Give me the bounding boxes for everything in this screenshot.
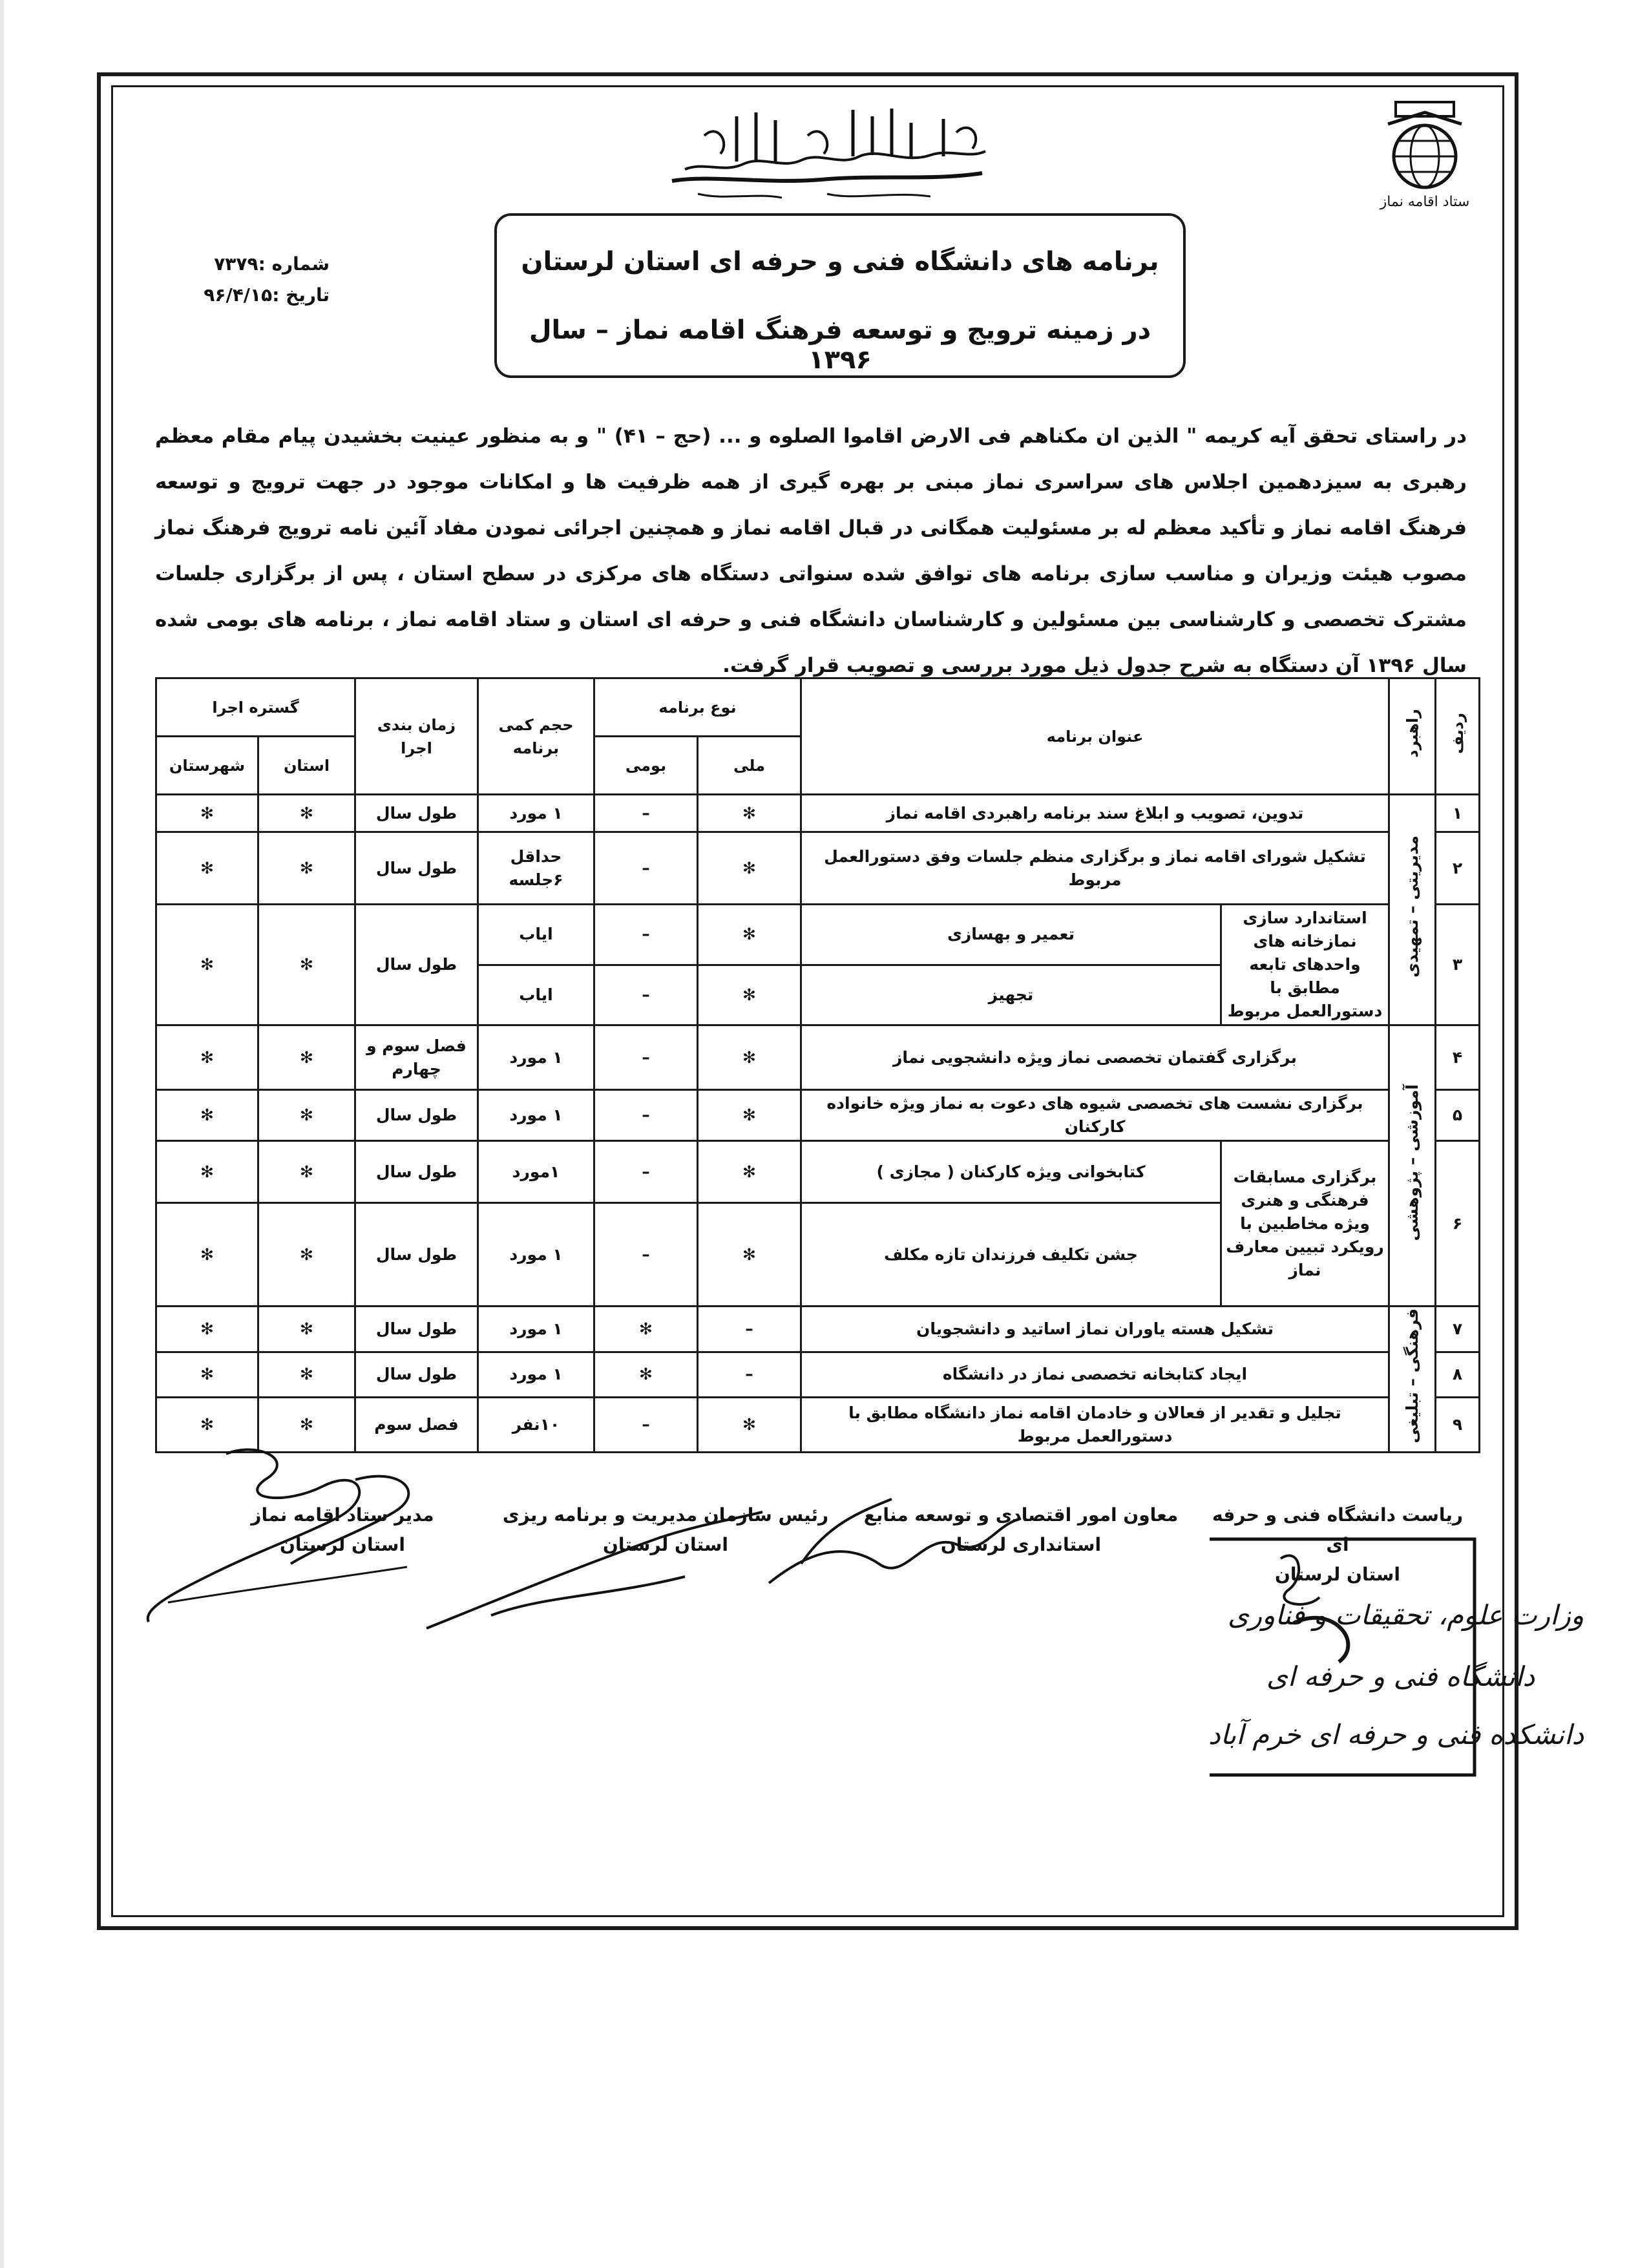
national-mark: ✻	[698, 1090, 801, 1141]
province-mark: ✻	[258, 1398, 355, 1452]
area-management: مدیریتی – تمهیدی	[1389, 795, 1436, 1025]
county-mark: ✻	[156, 795, 258, 832]
signature-university-head: ریاست دانشگاه فنی و حرفه ای استان لرستان	[1212, 1504, 1464, 1585]
number-label: شماره :	[258, 253, 330, 275]
row-subtitle: تعمیر و بهسازی	[801, 905, 1221, 965]
date-row	[162, 280, 330, 311]
province-mark: ✻	[258, 1203, 355, 1307]
stamp-line: دانشکده فنی و حرفه ای خرم آباد	[1208, 1719, 1584, 1750]
area-education: آموزشی – پژوهشی	[1389, 1025, 1436, 1307]
org-logo-caption: ستاد اقامه نماز	[1380, 194, 1470, 210]
header-local: بومی	[594, 737, 698, 795]
row-number: ۹	[1436, 1398, 1480, 1452]
province-mark: ✻	[258, 1307, 355, 1352]
row-volume: ۱ مورد	[478, 795, 594, 832]
row-volume: ۱ مورد	[478, 1352, 594, 1398]
row-number: ۶	[1436, 1141, 1480, 1307]
row-number: ۲	[1436, 832, 1480, 905]
local-mark: –	[594, 1090, 698, 1141]
province-mark: ✻	[258, 795, 355, 832]
row-schedule: طول سال	[355, 1141, 478, 1203]
row-volume: ۱ مورد	[478, 1203, 594, 1307]
row-schedule: طول سال	[355, 905, 478, 1025]
row-schedule: طول سال	[355, 1307, 478, 1352]
row-title: برگزاری گفتمان تخصصی نماز ویژه دانشجویی نماز	[801, 1025, 1389, 1090]
stamp-line: دانشگاه فنی و حرفه ای	[1266, 1661, 1535, 1692]
national-mark: ✻	[698, 1141, 801, 1203]
header-title: عنوان برنامه	[801, 678, 1389, 795]
header-schedule: زمان بندی اجرا	[355, 678, 478, 795]
province-mark: ✻	[258, 1090, 355, 1141]
header-volume: حجم کمی برنامه	[478, 678, 594, 795]
row-title: ایجاد کتابخانه تخصصی نماز در دانشگاه	[801, 1352, 1389, 1398]
row-number: ۷	[1436, 1307, 1480, 1352]
county-mark: ✻	[156, 1141, 258, 1203]
local-mark: –	[594, 832, 698, 905]
local-mark: ✻	[594, 1352, 698, 1398]
row-number: ۳	[1436, 905, 1480, 1025]
table-row	[156, 1352, 1480, 1398]
intro-paragraph: در راستای تحقق آیه کریمه " الذین ان مکناهم فی الارض اقاموا الصلوه و ... (حج – ۴۱) " و به منظور عینیت بخشیدن پیام مقام معظم رهبری به سیزدهمین اجلاس های سراسری نماز مبنی بر بهره گیری از همه ظرفیت ها و امکانات موجود در جهت ترویج و توسعه فرهنگ اقامه نماز و تأکید معظم له بر مسئولیت همگانی در قبال اقامه نماز و همچنین اجرائی نمودن مفاد آئین نامه ترویج فرهنگ نماز مصوب هیئت وزیران و مناسب سازی برنامه های توافق شده سنواتی دستگاه های مرکزی در سطح استان ، پس از برگزاری جلسات مشترک تخصصی و کارشناسی بین مسئولین و کارشناسان دانشگاه فنی و حرفه ای استان و ستاد اقامه نماز ، برنامه های بومی شده سال ۱۳۹۶ آن دستگاه به شرح جدول ذیل مورد بررسی و تصویب قرار گرفت.	[155, 425, 1467, 677]
national-mark: –	[698, 1307, 801, 1352]
local-mark: –	[594, 1398, 698, 1452]
table-row	[156, 1141, 1480, 1203]
row-title: تشکیل هسته یاوران نماز اساتید و دانشجویان	[801, 1307, 1389, 1352]
header-national: ملی	[698, 737, 801, 795]
local-mark: –	[594, 965, 698, 1025]
area-cultural: فرهنگی – تبلیغی	[1389, 1307, 1436, 1453]
table-row	[156, 795, 1480, 832]
province-mark: ✻	[258, 1352, 355, 1398]
header-strategy: راهبرد	[1389, 678, 1436, 795]
local-mark: –	[594, 795, 698, 832]
header-type: نوع برنامه	[594, 678, 801, 737]
table-row	[156, 832, 1480, 905]
row-number: ۱	[1436, 795, 1480, 832]
table-row	[156, 1025, 1480, 1090]
county-mark: ✻	[156, 1398, 258, 1452]
row-title: برگزاری مسابقات فرهنگی و هنری ویژه مخاطبین با رویکرد تبیین معارف نماز	[1221, 1141, 1389, 1307]
province-mark: ✻	[258, 1141, 355, 1203]
row-title: تشکیل شورای اقامه نماز و برگزاری منظم جلسات وفق دستورالعمل مربوط	[801, 832, 1389, 905]
header-row-number: ردیف	[1436, 678, 1480, 795]
row-number: ۸	[1436, 1352, 1480, 1398]
row-number: ۴	[1436, 1025, 1480, 1090]
table-row	[156, 905, 1480, 965]
handwritten-signature	[414, 1499, 775, 1641]
handwritten-signature	[762, 1486, 1034, 1602]
county-mark: ✻	[156, 832, 258, 905]
row-subtitle: کتابخوانی ویژه کارکنان ( مجازی )	[801, 1141, 1221, 1203]
signature-planning-organization: رئیس سازمان مدیریت و برنامه ریزی استان لرستان	[502, 1504, 829, 1555]
county-mark: ✻	[156, 1307, 258, 1352]
local-mark: –	[594, 1141, 698, 1203]
row-title: برگزاری نشست های تخصصی شیوه های دعوت به نماز ویژه خانواده کارکنان	[801, 1090, 1389, 1141]
row-subtitle: جشن تکلیف فرزندان تازه مکلف	[801, 1203, 1221, 1307]
number-value: ۷۳۷۹	[214, 253, 258, 275]
number-row	[162, 249, 330, 280]
org-logo-icon	[1376, 98, 1473, 195]
document-meta	[162, 249, 330, 311]
stamp-line: وزارت علوم، تحقیقات و فناوری	[1228, 1599, 1584, 1631]
header-scope: گستره اجرا	[156, 678, 355, 737]
signature-prayer-headquarters: مدیر ستاد اقامه نماز استان لرستان	[251, 1504, 434, 1555]
document-title: برنامه های دانشگاه فنی و حرفه ای استان لرستان	[521, 247, 1159, 277]
row-volume: ایاب	[478, 965, 594, 1025]
row-schedule: فصل سوم و چهارم	[355, 1025, 478, 1090]
county-mark: ✻	[156, 905, 258, 1025]
row-number: ۵	[1436, 1090, 1480, 1141]
national-mark: ✻	[698, 832, 801, 905]
national-mark: ✻	[698, 965, 801, 1025]
row-title: تدوین، تصویب و ابلاغ سند برنامه راهبردی اقامه نماز	[801, 795, 1389, 832]
row-schedule: طول سال	[355, 832, 478, 905]
row-title: استاندارد سازی نمازخانه های واحدهای تابعه مطابق با دستورالعمل مربوط	[1221, 905, 1389, 1025]
row-volume: ۱مورد	[478, 1141, 594, 1203]
row-volume: ۱ مورد	[478, 1090, 594, 1141]
national-mark: ✻	[698, 905, 801, 965]
signature-deputy-governor: معاون امور اقتصادی و توسعه منابع استانداری لرستان	[863, 1504, 1179, 1555]
row-volume: ۱ مورد	[478, 1307, 594, 1352]
row-volume: ۱۰نفر	[478, 1398, 594, 1452]
local-mark: –	[594, 1025, 698, 1090]
row-schedule: طول سال	[355, 1352, 478, 1398]
province-mark: ✻	[258, 905, 355, 1025]
row-subtitle: تجهیز	[801, 965, 1221, 1025]
national-mark: ✻	[698, 795, 801, 832]
basmala-calligraphy	[659, 97, 995, 207]
national-mark: ✻	[698, 1203, 801, 1307]
row-volume: ایاب	[478, 905, 594, 965]
county-mark: ✻	[156, 1025, 258, 1090]
table-row	[156, 1307, 1480, 1352]
province-mark: ✻	[258, 1025, 355, 1090]
county-mark: ✻	[156, 1203, 258, 1307]
title-box	[494, 213, 1186, 378]
county-mark: ✻	[156, 1090, 258, 1141]
row-volume: حداقل ۶جلسه	[478, 832, 594, 905]
national-mark: –	[698, 1352, 801, 1398]
row-schedule: فصل سوم	[355, 1398, 478, 1452]
local-mark: –	[594, 1203, 698, 1307]
province-mark: ✻	[258, 832, 355, 905]
date-value: ۹۶/۴/۱۵	[204, 284, 273, 306]
county-mark: ✻	[156, 1352, 258, 1398]
local-mark: –	[594, 905, 698, 965]
header-province: استان	[258, 737, 355, 795]
row-schedule: طول سال	[355, 1090, 478, 1141]
program-table	[155, 677, 1480, 1453]
national-mark: ✻	[698, 1025, 801, 1090]
row-title: تجلیل و تقدیر از فعالان و خادمان اقامه نماز دانشگاه مطابق با دستورالعمل مربوط	[801, 1398, 1389, 1452]
national-mark: ✻	[698, 1398, 801, 1452]
row-schedule: طول سال	[355, 1203, 478, 1307]
row-volume: ۱ مورد	[478, 1025, 594, 1090]
date-label: تاریخ :	[272, 284, 330, 306]
document-subtitle: در زمینه ترویج و توسعه فرهنگ اقامه نماز – سال ۱۳۹۶	[529, 315, 1151, 375]
row-schedule: طول سال	[355, 795, 478, 832]
header-county: شهرستان	[156, 737, 258, 795]
table-row	[156, 1090, 1480, 1141]
local-mark: ✻	[594, 1307, 698, 1352]
